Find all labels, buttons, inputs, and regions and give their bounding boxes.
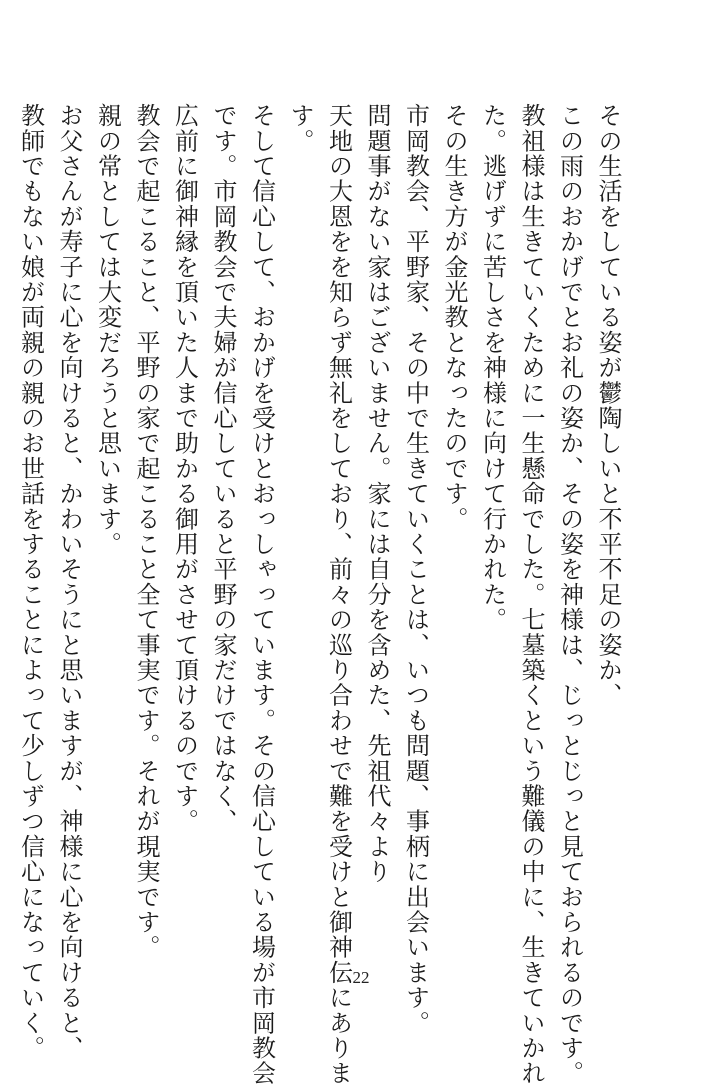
page-number: 22 <box>352 968 370 987</box>
text-line-5: その生き方が金光教となったのです。 <box>440 103 468 532</box>
text-line-11: です。市岡教会で夫婦が信心していると平野の家だけではなく、 <box>209 103 237 834</box>
text-line-14: 親の常としては大変だろうと思います。 <box>93 103 122 557</box>
text-line-8: 天地の大恩をを知らず無礼をしており、前々の巡り合わせで難を受けと御神伝にありま <box>324 103 353 1086</box>
text-line-6: 市岡教会、平野家、その中で生きていくことは、いつも問題、事柄に出会います。 <box>401 103 430 1036</box>
text-line-3: 教祖様は生きていくために一生懸命でした。七墓築くという難儀の中に、生きていかれ <box>517 103 545 1086</box>
text-line-9: す。 <box>286 103 314 154</box>
text-line-10: そして信心して、おかげを受けとおっしゃっています。その信心している場が市岡教会 <box>247 103 276 1086</box>
text-line-7: 問題事がない家はございません。家には自分を含めた、先祖代々より <box>363 103 391 885</box>
text-line-15: お父さんが寿子に心を向けると、かわいそうにと思いますが、神様に心を向けると、 <box>55 103 83 1061</box>
text-line-16: 教師でもない娘が両親の親のお世話をすることによって少しずつ信心になっていく。 <box>16 103 45 1061</box>
text-line-13: 教会で起こること、平野の家で起こること全て事実です。それが現実です。 <box>132 103 160 960</box>
text-line-12: 広前に御神縁を頂いた人まで助かる御用がさせて頂けるのです。 <box>170 103 199 834</box>
text-line-2: この雨のおかげでとお礼の姿か、その姿を神様は、じっとじっと見ておられるのです。 <box>555 103 584 1086</box>
text-line-4: た。逃げずに苦しさを神様に向けて行かれた。 <box>478 103 507 633</box>
text-line-1: その生活をしている姿が鬱陶しいと不平不足の姿か、 <box>594 103 622 708</box>
